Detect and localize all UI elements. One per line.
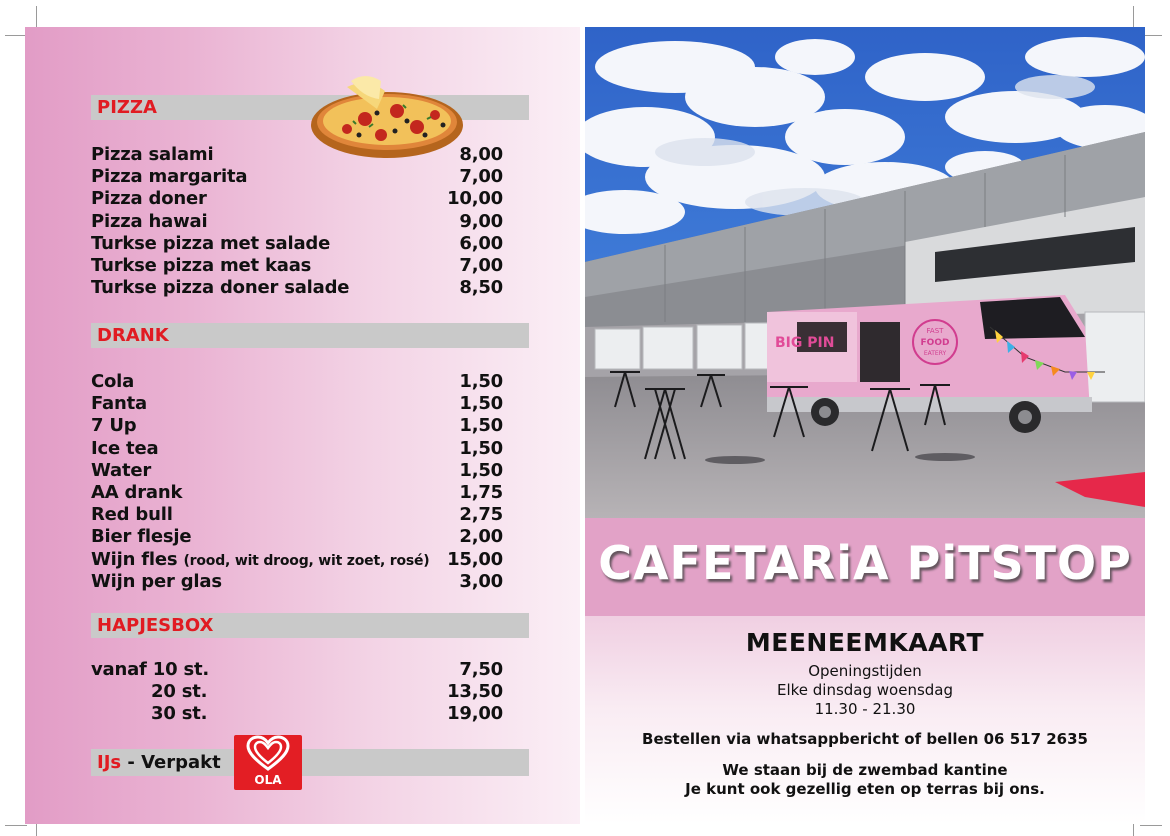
list-item: 7 Up 1,50	[91, 415, 503, 437]
truck-logo-text-3: EATERY	[923, 350, 947, 357]
cover-panel	[585, 27, 1145, 824]
food-truck-photo	[585, 27, 1145, 518]
menu-panel	[25, 27, 580, 824]
wine-note: (rood, wit droog, wit zoet, rosé)	[183, 552, 430, 569]
list-item: Wijn per glas 3,00	[91, 570, 503, 592]
list-item: Pizza margarita 7,00	[91, 166, 503, 188]
list-item: Bier flesje 2,00	[91, 526, 503, 548]
list-item: Pizza hawai 9,00	[91, 210, 503, 232]
opening-hours-label: Openingstijden	[808, 662, 922, 680]
truck-logo-text-1: FAST	[926, 327, 944, 335]
truck-big-pin-text: BIG PIN	[775, 335, 835, 351]
terrace-info: Je kunt ook gezellig eten op terras bij ons.	[685, 780, 1045, 798]
ijs-section-title: IJs - Verpakt	[97, 750, 225, 775]
list-item: Pizza salami 8,00	[91, 144, 503, 165]
list-item: Pizza doner 10,00	[91, 188, 503, 210]
ola-logo-text: OLA	[254, 773, 282, 787]
opening-time: 11.30 - 21.30	[814, 700, 916, 718]
list-item: Turkse pizza met salade 6,00	[91, 232, 503, 254]
list-item: Fanta 1,50	[91, 393, 503, 415]
list-item: Wijn fles (rood, wit droog, wit zoet, rosé) 15,00	[91, 548, 503, 570]
list-item: Turkse pizza doner salade 8,50	[91, 277, 503, 299]
list-item: Turkse pizza met kaas 7,00	[91, 254, 503, 276]
location-info: We staan bij de zwembad kantine	[722, 761, 1008, 779]
ola-logo	[234, 735, 302, 790]
pizza-list	[91, 144, 503, 299]
title-banner	[585, 518, 1145, 616]
list-item: Red bull 2,75	[91, 504, 503, 526]
cafetaria-title: CAFETARiA PiTSTOP	[598, 536, 1132, 590]
list-item: vanaf 10 st. 7,50	[91, 659, 503, 680]
list-item: Ice tea 1,50	[91, 437, 503, 459]
list-item: 30 st. 19,00	[151, 703, 503, 725]
hapjesbox-list	[91, 659, 503, 726]
list-item: AA drank 1,75	[91, 481, 503, 503]
list-item: 20 st. 13,50	[151, 681, 503, 703]
pizza-section-title: PIZZA	[97, 97, 157, 118]
drank-list	[91, 371, 503, 593]
list-item: Cola 1,50	[91, 371, 503, 392]
drank-section-title: DRANK	[97, 325, 169, 346]
opening-days: Elke dinsdag woensdag	[776, 681, 954, 699]
meeneemkaart-heading: MEENEEMKAART	[745, 628, 985, 657]
order-info: Bestellen via whatsappbericht of bellen 06 517 2635	[642, 730, 1088, 748]
list-item: Water 1,50	[91, 459, 503, 481]
hapjesbox-section-title: HAPJESBOX	[97, 615, 214, 636]
truck-logo-text-2: FOOD	[920, 338, 950, 348]
info-block	[585, 616, 1145, 824]
